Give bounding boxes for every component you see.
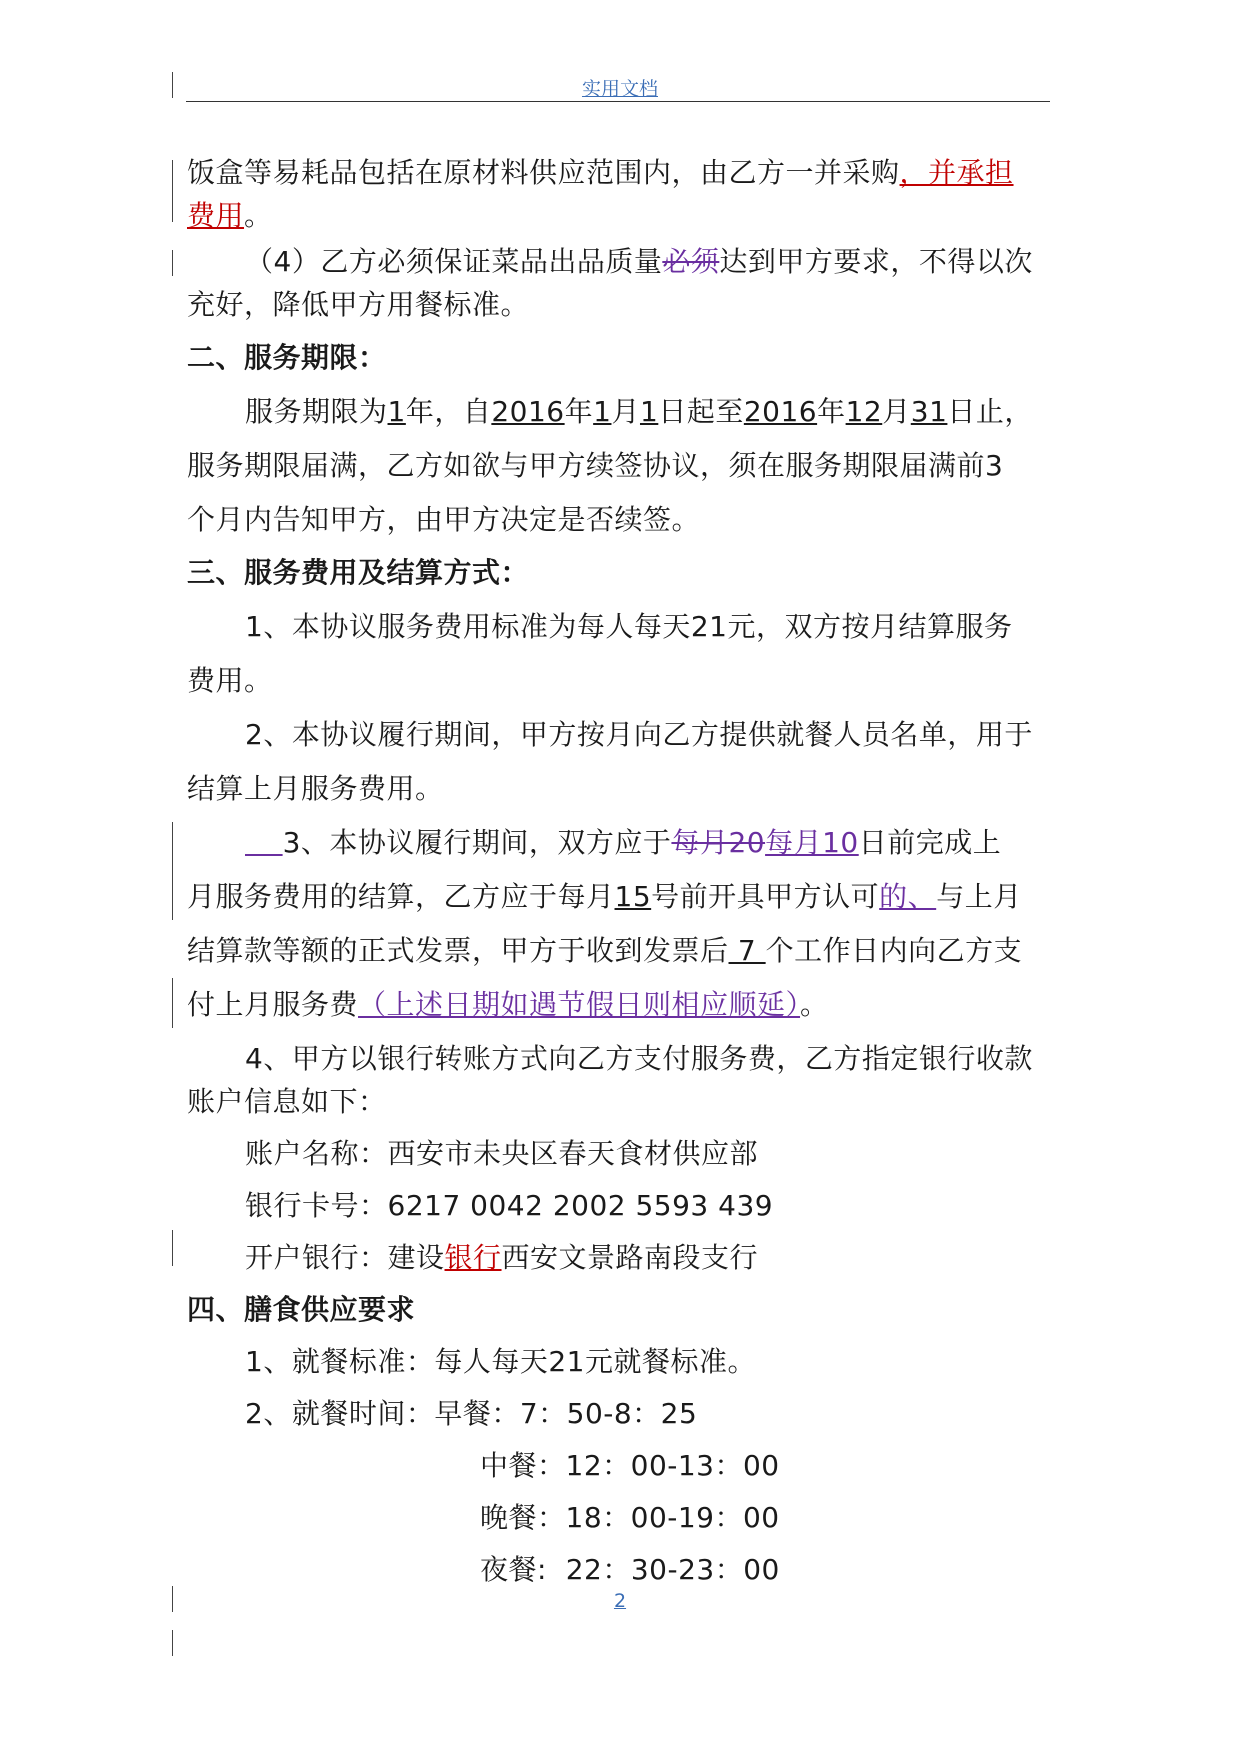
text-run: 达到甲方要求，不得以次	[719, 245, 1033, 278]
paragraph-line	[245, 394, 1033, 430]
change-bar	[172, 1630, 173, 1656]
paragraph-line	[245, 825, 1001, 861]
night-meal-time: 夜餐: 22：30-23：00	[480, 1553, 780, 1586]
filled-blank: 2016	[491, 395, 565, 428]
tracked-insertion: 银行	[444, 1241, 502, 1274]
tracked-deletion: 必须	[662, 245, 720, 278]
dinner-time: 晚餐：18：00-19：00	[480, 1501, 780, 1534]
text-run: 日起至	[658, 395, 744, 428]
change-bar	[172, 160, 173, 222]
text-run: 年，自	[405, 395, 492, 428]
paragraph-line: 个月内告知甲方，由甲方决定是否续签。	[187, 503, 701, 536]
filled-blank: 1	[387, 395, 406, 428]
paragraph-line: 2、本协议履行期间，甲方按月向乙方提供就餐人员名单，用于	[245, 718, 1033, 751]
change-bar	[172, 72, 173, 98]
lunch-time: 中餐：12：00-13：00	[480, 1449, 780, 1482]
text-run: 结算款等额的正式发票，甲方于收到发票后	[187, 934, 729, 967]
paragraph-line: 4、甲方以银行转账方式向乙方支付服务费，乙方指定银行收款	[245, 1042, 1033, 1075]
paragraph-line	[187, 198, 273, 234]
header-title: 实用文档	[581, 78, 658, 100]
text-run: 年	[564, 395, 594, 428]
paragraph-line: 费用。	[187, 664, 273, 697]
tracked-insertion	[245, 826, 283, 859]
paragraph-line: 服务期限届满，乙方如欲与甲方续签协议，须在服务期限届满前3	[187, 449, 1004, 482]
paragraph-line: 2、就餐时间：早餐：7：50-8：25	[245, 1397, 698, 1430]
section-heading: 四、膳食供应要求	[187, 1293, 416, 1326]
filled-blank: 31	[910, 395, 948, 428]
tracked-insertion: ，并承担	[899, 156, 1014, 189]
paragraph-line: 账户信息如下：	[187, 1085, 387, 1118]
section-heading: 三、服务费用及结算方式：	[187, 556, 530, 589]
text-run: 付上月服务费	[187, 988, 359, 1021]
change-bar	[172, 250, 173, 276]
text-run: 年	[817, 395, 846, 428]
text-run: 。	[800, 988, 829, 1021]
paragraph-line: 1、本协议服务费用标准为每人每天21元，双方按月结算服务	[245, 610, 1013, 643]
change-bar	[172, 1230, 173, 1266]
text-run: 西安文景路南段支行	[501, 1241, 759, 1274]
filled-blank: 7	[728, 934, 766, 967]
tracked-insertion: 每月10	[765, 826, 859, 859]
paragraph-line: 结算上月服务费用。	[187, 772, 444, 805]
filled-blank: 2016	[743, 395, 818, 428]
text-run: 饭盒等易耗品包括在原材料供应范围内，由乙方一并采购	[187, 156, 900, 189]
section-heading: 二、服务期限：	[187, 341, 387, 374]
card-number: 银行卡号：6217 0042 2002 5593 439	[245, 1189, 774, 1222]
paragraph-line	[245, 244, 1033, 280]
text-run: 3、本协议履行期间，双方应于	[282, 826, 672, 859]
paragraph-line	[187, 155, 1014, 191]
tracked-insertion: 费用	[187, 199, 245, 232]
text-run: 开户银行：建设	[245, 1241, 445, 1274]
change-bar	[172, 822, 173, 920]
change-bar	[172, 978, 173, 1028]
paragraph-line	[187, 879, 1022, 915]
filled-blank: 1	[639, 395, 659, 428]
paragraph-line: 充好，降低甲方用餐标准。	[187, 288, 530, 321]
text-run: （4）乙方必须保证菜品出品质量	[245, 245, 663, 278]
account-name: 账户名称：西安市未央区春天食材供应部	[245, 1137, 759, 1170]
text-run: 日前完成上	[858, 826, 1002, 859]
text-run: 号前开具甲方认可	[651, 880, 880, 913]
tracked-insertion: （上述日期如遇节假日则相应顺延）	[358, 988, 801, 1021]
text-run: 月	[882, 395, 911, 428]
bank-name	[245, 1240, 758, 1276]
text-run: 服务期限为	[245, 395, 388, 428]
text-run: 。	[244, 199, 273, 232]
paragraph-line	[187, 933, 1022, 969]
paragraph-line: 1、就餐标准：每人每天21元就餐标准。	[245, 1345, 756, 1378]
paragraph-line	[187, 987, 829, 1023]
tracked-deletion: 每月20	[671, 826, 766, 859]
text-run: 日止，	[947, 395, 1033, 428]
text-run: 月	[611, 395, 640, 428]
text-run: 个工作日内向乙方支	[765, 934, 1023, 967]
filled-blank: 15	[614, 880, 652, 913]
filled-blank: 1	[593, 395, 612, 428]
tracked-insertion: 的、	[879, 880, 937, 913]
text-run: 月服务费用的结算，乙方应于每月	[187, 880, 615, 913]
text-run: 与上月	[936, 880, 1022, 913]
header-rule	[186, 101, 1050, 102]
page-number: 2	[613, 1590, 627, 1612]
filled-blank: 12	[845, 395, 883, 428]
